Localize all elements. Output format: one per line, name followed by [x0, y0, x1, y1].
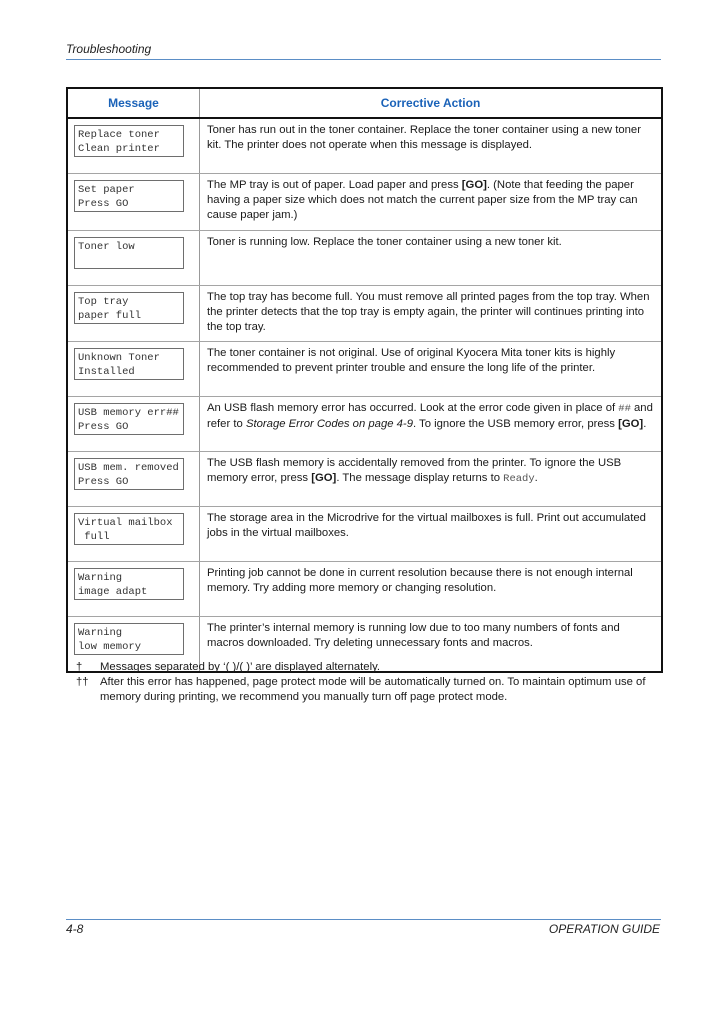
- action-text: .: [643, 418, 647, 431]
- action-text: The MP tray is out of paper. Load paper and press: [207, 179, 462, 191]
- message-cell: [67, 507, 200, 562]
- lcd-line: Installed: [78, 366, 135, 379]
- lcd-message-box: [74, 568, 184, 600]
- footnote: [76, 675, 661, 705]
- message-table-wrapper: [66, 87, 663, 673]
- footnote-mark: †: [76, 661, 83, 673]
- table-row: [67, 118, 662, 174]
- lcd-line: Top tray: [78, 295, 129, 308]
- action-text: .: [534, 472, 538, 485]
- footnote-mark: ††: [76, 676, 89, 688]
- action-text: The toner container is not original. Use of original Kyocera Mita toner kits is highly recommended to prevent printer trouble and ensure the long life of the printer.: [207, 347, 616, 375]
- action-text: Storage Error Codes on page 4-9: [245, 418, 413, 431]
- table-row: [67, 174, 662, 231]
- message-table: [66, 87, 663, 673]
- corrective-action-cell: [200, 507, 663, 562]
- lcd-line: Press GO: [78, 421, 129, 434]
- table-row: [67, 562, 662, 617]
- lcd-message-box: [74, 623, 184, 655]
- action-text: [GO]: [311, 472, 337, 485]
- table-row: [67, 397, 662, 452]
- footer-rule: [66, 919, 661, 920]
- action-text: An USB flash memory error has occurred. Look at the error code given in place of: [207, 402, 619, 415]
- table-header-row: [67, 88, 662, 118]
- lcd-message-box: [74, 125, 184, 157]
- lcd-line: Warning: [78, 572, 123, 585]
- message-cell: [67, 174, 200, 231]
- corrective-action-cell: [200, 562, 663, 617]
- guide-name: OPERATION GUIDE: [548, 922, 660, 936]
- message-cell: [67, 452, 200, 507]
- action-text: . (Note that feeding the paper having a paper size which does not match the current paper size from the MP tray can cause paper jam.): [207, 179, 638, 222]
- corrective-action-cell: [200, 285, 663, 342]
- lcd-message-box: [74, 180, 184, 212]
- lcd-line: paper full: [78, 309, 142, 322]
- lcd-line: Toner low: [78, 240, 135, 253]
- table-row: [67, 342, 662, 397]
- corrective-action-cell: [200, 174, 663, 231]
- message-cell: [67, 285, 200, 342]
- lcd-message-box: [74, 292, 184, 324]
- message-cell: [67, 397, 200, 452]
- lcd-line: Unknown Toner: [78, 352, 160, 365]
- message-cell: [67, 342, 200, 397]
- section-title: Troubleshooting: [66, 42, 152, 56]
- message-cell: [67, 118, 200, 174]
- lcd-message-box: [74, 237, 184, 269]
- table-row: [67, 452, 662, 507]
- corrective-action-cell: [200, 397, 663, 452]
- table-row: [67, 285, 662, 342]
- header-rule: [66, 59, 661, 60]
- action-text: and refer to: [207, 402, 653, 431]
- action-text: . To ignore the USB memory error, press: [412, 418, 619, 431]
- action-text: ##: [618, 403, 631, 416]
- message-cell: [67, 230, 200, 285]
- lcd-line: USB mem. removed: [78, 462, 179, 475]
- lcd-line: Warning: [78, 627, 123, 640]
- corrective-action-cell: [200, 118, 663, 174]
- lcd-line: Set paper: [78, 184, 135, 196]
- action-text: Ready: [503, 473, 535, 486]
- page-number: 4-8: [66, 922, 84, 936]
- table-row: [67, 507, 662, 562]
- footnote-text: Messages separated by ‘( )/( )’ are displayed alternately.: [100, 661, 381, 673]
- corrective-action-cell: [200, 452, 663, 507]
- lcd-message-box: [74, 513, 184, 545]
- action-text: The storage area in the Microdrive for the virtual mailboxes is full. Print out accumulated jobs in the virtual mailboxes.: [207, 512, 646, 540]
- lcd-message-box: [74, 348, 184, 380]
- lcd-line: low memory: [78, 641, 142, 654]
- lcd-line: Clean printer: [78, 143, 160, 155]
- action-text: [GO]: [461, 179, 487, 191]
- lcd-line: Replace toner: [78, 129, 160, 141]
- corrective-action-cell: [200, 342, 663, 397]
- footnotes: [76, 660, 661, 705]
- action-text: Toner is running low. Replace the toner container using a new toner kit.: [207, 235, 562, 248]
- lcd-line: full: [78, 531, 110, 544]
- column-header-action: Corrective Action: [200, 88, 663, 118]
- lcd-line: USB memory err##: [78, 407, 179, 420]
- lcd-line: image adapt: [78, 586, 148, 599]
- lcd-line: Press GO: [78, 198, 129, 210]
- page-header: [66, 40, 661, 60]
- action-text: The USB flash memory is accidentally removed from the printer. To ignore the USB memory error, press: [207, 457, 622, 485]
- lcd-message-box: [74, 403, 184, 435]
- action-text: The printer’s internal memory is running low due to too many numbers of fonts and macros downloaded. Try deleting unnecessary fonts and macros.: [207, 622, 620, 650]
- action-text: Printing job cannot be done in current resolution because there is not enough internal memory. Try adding more memory or changing resolution.: [207, 567, 633, 595]
- action-text: Toner has run out in the toner container. Replace the toner container using a new toner kit. The printer does not operate when this message is displayed.: [207, 124, 641, 152]
- lcd-line: Virtual mailbox: [78, 517, 173, 530]
- message-cell: [67, 562, 200, 617]
- table-row: [67, 230, 662, 285]
- action-text: [GO]: [618, 418, 644, 431]
- table-body: [67, 118, 662, 672]
- action-text: The top tray has become full. You must remove all printed pages from the top tray. When the printer detects that the top tray is empty again, the printer will continues printing into the top tray.: [207, 290, 650, 334]
- column-header-message: Message: [67, 88, 200, 118]
- corrective-action-cell: [200, 230, 663, 285]
- action-text: . The message display returns to: [336, 472, 504, 485]
- lcd-line: Press GO: [78, 476, 129, 489]
- footnote: [76, 660, 661, 675]
- lcd-message-box: [74, 458, 184, 490]
- footnote-text: After this error has happened, page protect mode will be automatically turned on. To maintain optimum use of memory during printing, we recommend you manually turn off page protect mode.: [100, 676, 646, 703]
